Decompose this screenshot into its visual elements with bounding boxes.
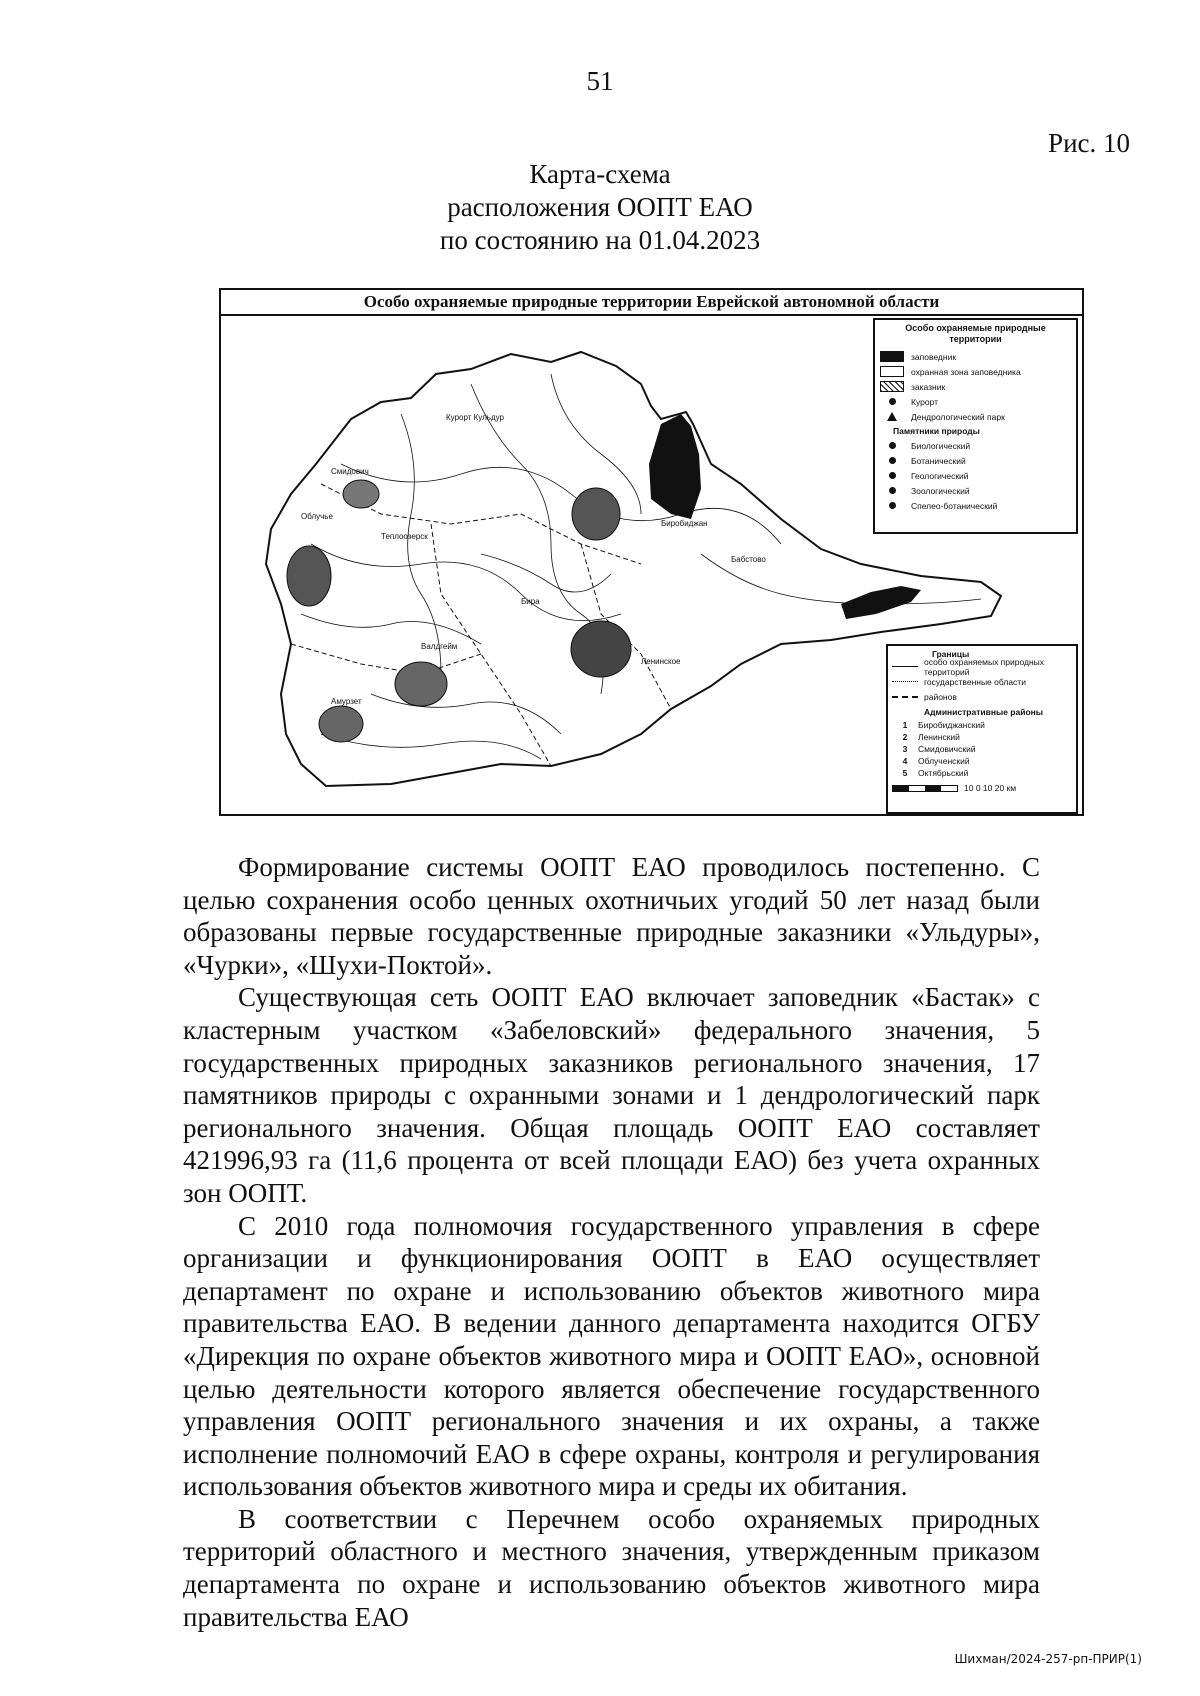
legend-row xyxy=(892,755,1072,767)
paragraph: Формирование системы ООПТ ЕАО проводилось постепенно. С целью сохранения особо ценных охотничьих угодий 50 лет назад были образованы первые государственные природные заказники «Ульдуры», «Чурки», «Шухи-Поктой». xyxy=(183,852,1040,980)
legend-row xyxy=(879,364,1072,379)
map-header: Особо охраняемые природные территории Еврейской автономной области xyxy=(221,290,1082,316)
legend-title: Границы xyxy=(932,649,970,659)
document-code: Шихман/2024-257-рп-ПРИР(1) xyxy=(954,1652,1142,1666)
scale-bar xyxy=(892,785,958,792)
district-number: 3 xyxy=(902,744,908,754)
monument-icon xyxy=(889,472,896,479)
district-number: 5 xyxy=(902,768,908,778)
dendropark-icon xyxy=(887,412,897,421)
place-label: Валдгейм xyxy=(421,642,458,651)
resort-icon xyxy=(889,398,896,405)
legend-row xyxy=(892,689,1072,704)
legend-label: Облученский xyxy=(918,756,970,766)
legend-label: заказник xyxy=(911,381,946,392)
figure-title xyxy=(0,158,1200,257)
zakaznik-area xyxy=(572,488,620,540)
legend-label: Зоологический xyxy=(911,485,970,496)
monument-icon xyxy=(889,487,896,494)
legend-label: заповедник xyxy=(911,351,957,362)
figure-title-line: расположения ООПТ ЕАО xyxy=(447,192,753,222)
legend-label: Ботанический xyxy=(911,455,966,466)
legend-label: Курорт xyxy=(911,396,938,407)
legend-row xyxy=(879,409,1072,424)
figure-title-line: Карта-схема xyxy=(529,159,671,189)
monument-icon xyxy=(889,442,896,449)
place-label: Биробиджан xyxy=(661,519,708,528)
boundary-line-icon xyxy=(892,696,918,698)
district-number: 1 xyxy=(902,720,908,730)
legend-label: Спелео-ботанический xyxy=(911,500,998,511)
district-number: 2 xyxy=(902,732,908,742)
buffer-zone-swatch xyxy=(880,366,904,377)
zakaznik-area xyxy=(343,480,379,508)
legend-subtitle: Памятники природы xyxy=(893,426,980,436)
zakaznik-swatch xyxy=(880,381,904,392)
paragraph: Существующая сеть ООПТ ЕАО включает заповедник «Бастак» с кластерным участком «Забеловский» федерального значения, 5 государственных природных заказников регионального значения, 17 памятников природы с охранными зонами и 1 дендрологический парк регионального значения. Общая площадь ООПТ ЕАО составляет 421996,93 га (11,6 процента от всей площади ЕАО) без учета охранных зон ООПТ. xyxy=(183,982,1040,1208)
zakaznik-area xyxy=(319,706,363,742)
page-number: 51 xyxy=(586,66,614,96)
body-text xyxy=(183,851,1040,1633)
legend-row xyxy=(879,453,1072,468)
place-label: Теплоозерск xyxy=(381,532,428,541)
boundary-line-icon xyxy=(892,666,918,667)
legend-row xyxy=(892,743,1072,755)
legend-title: Особо охраняемые природные территории xyxy=(905,323,1046,344)
monument-icon xyxy=(889,457,896,464)
scale-label: 10 0 10 20 км xyxy=(964,783,1017,793)
legend-row xyxy=(879,483,1072,498)
place-label: Ленинское xyxy=(641,657,681,666)
place-label: Бабстово xyxy=(731,555,766,564)
district-number: 4 xyxy=(902,756,908,766)
legend-row xyxy=(892,656,1072,677)
legend-label: районов xyxy=(924,691,957,702)
legend-label: Биробиджанский xyxy=(918,720,985,730)
legend-label: Биологический xyxy=(911,440,971,451)
map-legend xyxy=(873,318,1078,534)
map-legend-boundaries xyxy=(886,644,1078,814)
place-label: Амурзет xyxy=(331,697,362,706)
place-label: Курорт Кульдур xyxy=(446,413,504,422)
zapovednik-area xyxy=(649,414,701,519)
paragraph: С 2010 года полномочия государственного управления в сфере организации и функционирования ООПТ в ЕАО осуществляет департамент по охране и использованию объектов животного мира правительства ЕАО. В ведении данного департамента находится ОГБУ «Дирекция по охране объектов животного мира и ООПТ ЕАО», основной целью деятельности которого является обеспечение государственного управления ООПТ регионального значения и их охраны, а также исполнение полномочий ЕАО в сфере охраны, контроля и регулирования использования объектов животного мира и среды их обитания. xyxy=(183,1210,1040,1502)
legend-label: Административные районы xyxy=(924,706,1044,717)
legend-row xyxy=(879,498,1072,513)
map-figure xyxy=(219,288,1084,816)
legend-row xyxy=(879,379,1072,394)
legend-label: государственные области xyxy=(924,676,1026,687)
zapovednik-cluster xyxy=(841,586,921,619)
place-label: Облучье xyxy=(301,512,333,521)
zakaznik-area xyxy=(395,662,447,706)
legend-row xyxy=(879,438,1072,453)
zakaznik-area xyxy=(571,621,631,677)
legend-label: Дендрологический парк xyxy=(911,411,1005,422)
legend-label: особо охраняемых природных территорий xyxy=(924,656,1045,677)
figure-title-line: по состоянию на 01.04.2023 xyxy=(439,225,761,255)
legend-row xyxy=(892,731,1072,743)
legend-label: Ленинский xyxy=(918,732,960,742)
zapovednik-swatch xyxy=(880,351,904,362)
legend-label: Октябрьский xyxy=(918,768,969,778)
boundary-line-icon xyxy=(892,681,918,682)
legend-subtitle xyxy=(892,704,1072,719)
legend-row xyxy=(879,349,1072,364)
place-label: Бира xyxy=(521,597,540,606)
figure-label: Рис. 10 xyxy=(1048,128,1130,158)
legend-row xyxy=(879,394,1072,409)
place-label: Смидович xyxy=(331,467,369,476)
legend-row xyxy=(892,767,1072,779)
zakaznik-area xyxy=(287,546,331,606)
legend-label: Смидовичский xyxy=(918,744,976,754)
map-scale xyxy=(892,783,1072,793)
legend-label: Геологический xyxy=(911,470,969,481)
paragraph: В соответствии с Перечнем особо охраняемых природных территорий областного и местного значения, утвержденным приказом департамента по охране и использованию объектов животного мира правительства ЕАО xyxy=(183,1503,1040,1632)
monument-icon xyxy=(889,502,896,509)
legend-row xyxy=(892,719,1072,731)
legend-row xyxy=(879,468,1072,483)
legend-label: охранная зона заповедника xyxy=(911,366,1021,377)
